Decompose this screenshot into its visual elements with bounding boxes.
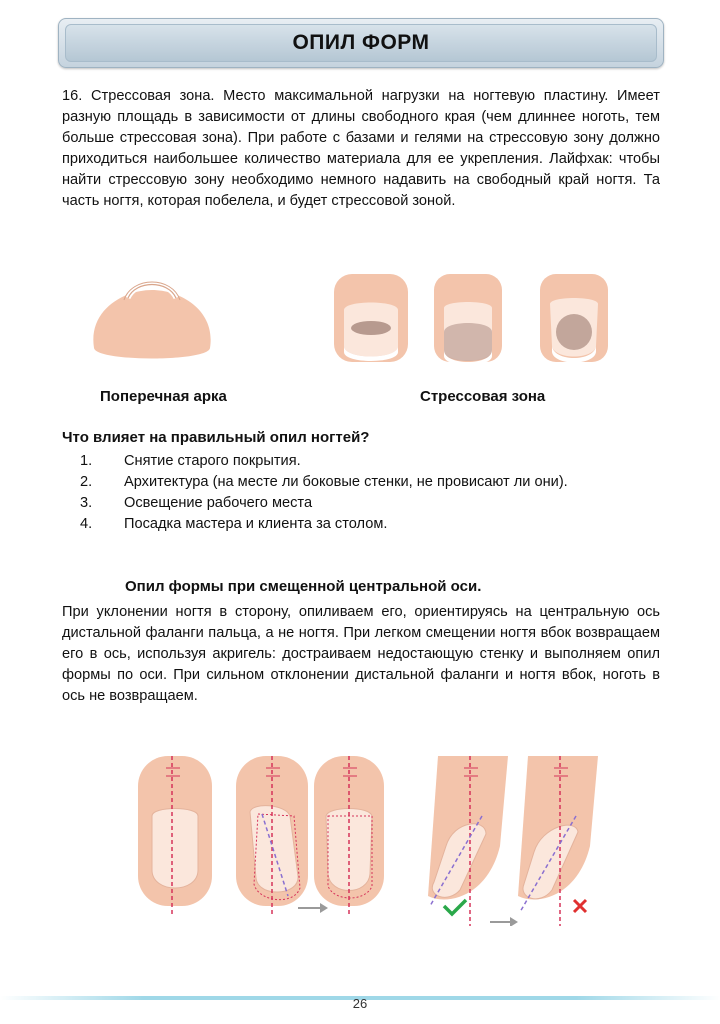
stress-zone-finger-2 [432,270,504,366]
finger-tilted-ok [428,756,508,926]
list-item: 2. Архитектура (на месте ли боковые стенки, не провисают ли они). [80,474,568,490]
offset-section-text: При уклонении ногтя в сторону, опиливаем его, ориентируясь на центральную ось дистальной фаланги пальца, а не ногтя. При легком смещении ногтя вбок возвращаем его в ось, используя акригель: достраиваем недостающую стенку и выполняем опил формы по оси. При сильном отклонении дистальной фаланги и ногтя вбок, ноготь в ось не возвращаем. [62,604,660,704]
page-number: 26 [352,996,368,1011]
factors-list [80,451,568,535]
finger-corrected [314,756,384,916]
offset-section-title: Опил формы при смещенной центральной оси. [125,578,482,595]
check-icon [444,900,466,914]
list-item: 3. Освещение рабочего места [80,495,313,511]
transverse-arch-illustration [84,270,220,370]
arrow-icon [298,903,328,913]
list-item: 4. Посадка мастера и клиента за столом. [80,516,388,532]
stress-zone-finger-1 [330,270,412,366]
header-inner [65,24,657,62]
page-title: ОПИЛ ФОРМ [292,31,430,54]
caption-stress-zone: Стрессовая зона [420,388,546,405]
axis-fingers-illustration [108,756,618,926]
question-title: Что влияет на правильный опил ногтей? [62,429,370,446]
header-bar [58,18,664,68]
intro-paragraph: 16. Стрессовая зона. Место максимальной нагрузки на ногтевую пластину. Имеет разную площадь в зависимости от длины свободного края (чем длиннее ноготь, тем больше стрессовая зона). При работе с базами и гелями на стрессовую зону должно приходиться наибольшее количество материала для ее укрепления. Лайфхак: чтобы найти стрессовую зону необходимо немного надавить на свободный край ногтя. Та часть ногтя, которая побелела, и будет стрессовой зоной. [62,88,660,209]
cross-icon [574,900,586,912]
arrow-icon [490,917,518,926]
caption-transverse-arch: Поперечная арка [100,388,227,405]
list-item: 1. Снятие старого покрытия. [80,453,301,469]
finger-offset-nail [236,756,308,916]
finger-straight [138,756,212,916]
stress-zone-finger-3 [538,270,610,366]
